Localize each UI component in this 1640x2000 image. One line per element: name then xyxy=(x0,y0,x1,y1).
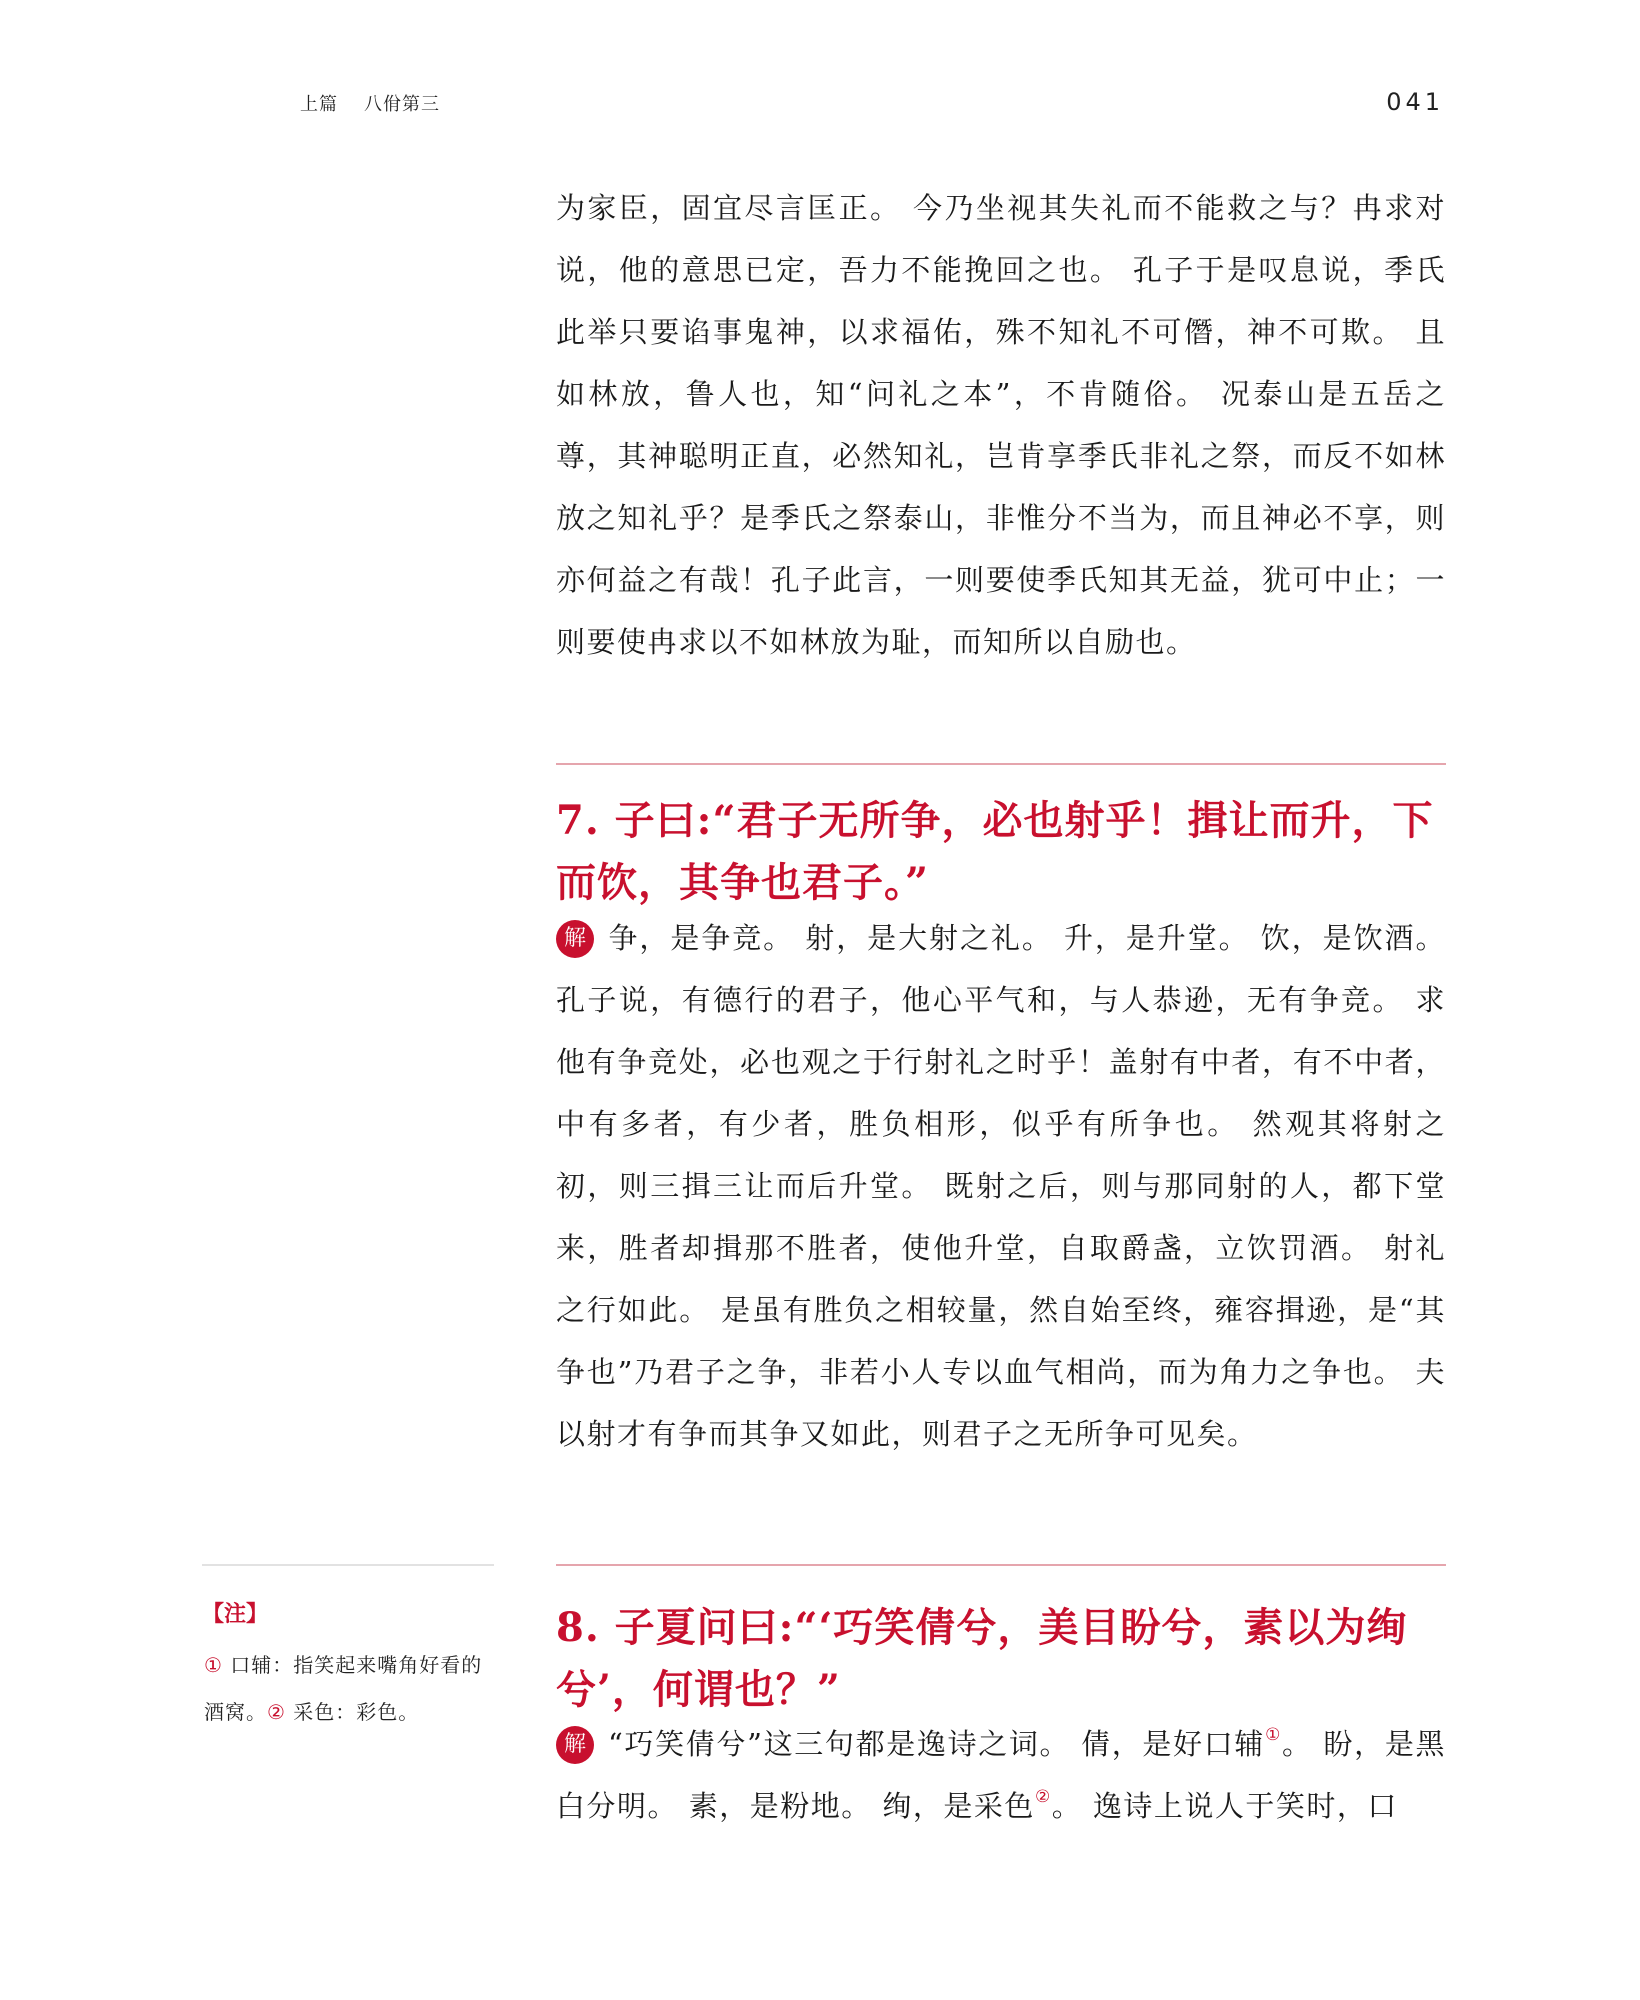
header-chapter: 八佾第三 xyxy=(364,94,440,115)
header-part: 上篇 xyxy=(300,94,338,115)
section8-commentary xyxy=(556,1713,1446,1837)
continuation-block xyxy=(556,177,1446,673)
section7-body: 争，是争竞。 射，是大射之礼。 升，是升堂。 饮，是饮酒。 孔子说，有德行的君子，他心平气和，与人恭逊，无有争竞。 求他有争竞处，必也观之于行射礼之时乎！盖射有中者，有不中者，中有多者，有少者，胜负相形，似乎有所争也。 然观其将射之初，则三揖三让而后升堂。 既射之后，则与那同射的人，都下堂来，胜者却揖那不胜者，使他升堂，自取爵盏，立饮罚酒。 射礼之行如此。 是虽有胜负之相较量，然自始至终，雍容揖逊，是“其争也”乃君子之争，非若小人专以血气相尚，而为角力之争也。 夫以射才有争而其争又如此，则君子之无所争可见矣。 xyxy=(556,921,1446,1451)
explanation-badge: 解 xyxy=(556,920,594,958)
footnote-ref-1: ① xyxy=(1265,1725,1282,1745)
section8-heading: 8. 子夏问曰:“‘巧笑倩兮，美目盼兮，素以为绚兮’，何谓也？” xyxy=(556,1604,1408,1713)
note-number: ② xyxy=(267,1700,286,1724)
section7-heading: 7. 子曰:“君子无所争，必也射乎！揖让而升，下而饮，其争也君子。” xyxy=(556,797,1434,906)
page-number: 041 xyxy=(1386,88,1444,116)
explanation-badge: 解 xyxy=(556,1726,594,1764)
notes-body xyxy=(204,1642,496,1736)
note-text: 口辅：指笑起来嘴角好看的酒窝。 xyxy=(204,1653,483,1724)
section8-body-part2: 。 盼，是黑白分明。 素，是粉地。 绚，是采色 xyxy=(556,1727,1447,1823)
section8-body-part3: 。 逸诗上说人于笑时，口 xyxy=(1051,1789,1398,1823)
note-number: ① xyxy=(204,1653,223,1677)
notes-divider xyxy=(202,1564,494,1566)
section8-paragraph xyxy=(556,1713,1446,1837)
section7-divider xyxy=(556,763,1446,765)
section7-commentary xyxy=(556,907,1446,1465)
section8-body-part1: “巧笑倩兮”这三句都是逸诗之词。 倩，是好口辅 xyxy=(608,1727,1266,1761)
running-header xyxy=(300,90,440,116)
section7-paragraph xyxy=(556,907,1446,1465)
section8-divider xyxy=(556,1564,1446,1566)
continuation-paragraph: 为家臣，固宜尽言匡正。 今乃坐视其失礼而不能救之与？冉求对说，他的意思已定，吾力不能挽回之也。 孔子于是叹息说，季氏此举只要谄事鬼神，以求福佑，殊不知礼不可僭，神不可欺。 且如林放，鲁人也，知“问礼之本”，不肯随俗。 况泰山是五岳之尊，其神聪明正直，必然知礼，岂肯享季氏非礼之祭，而反不如林放之知礼乎？是季氏之祭泰山，非惟分不当为，而且神必不享，则亦何益之有哉！孔子此言，一则要使季氏知其无益，犹可中止；一则要使冉求以不如林放为耻，而知所以自励也。 xyxy=(556,191,1446,659)
footnote-ref-2: ② xyxy=(1034,1787,1052,1807)
note-text: 采色：彩色。 xyxy=(293,1700,420,1724)
notes-title: 【注】 xyxy=(202,1602,269,1627)
